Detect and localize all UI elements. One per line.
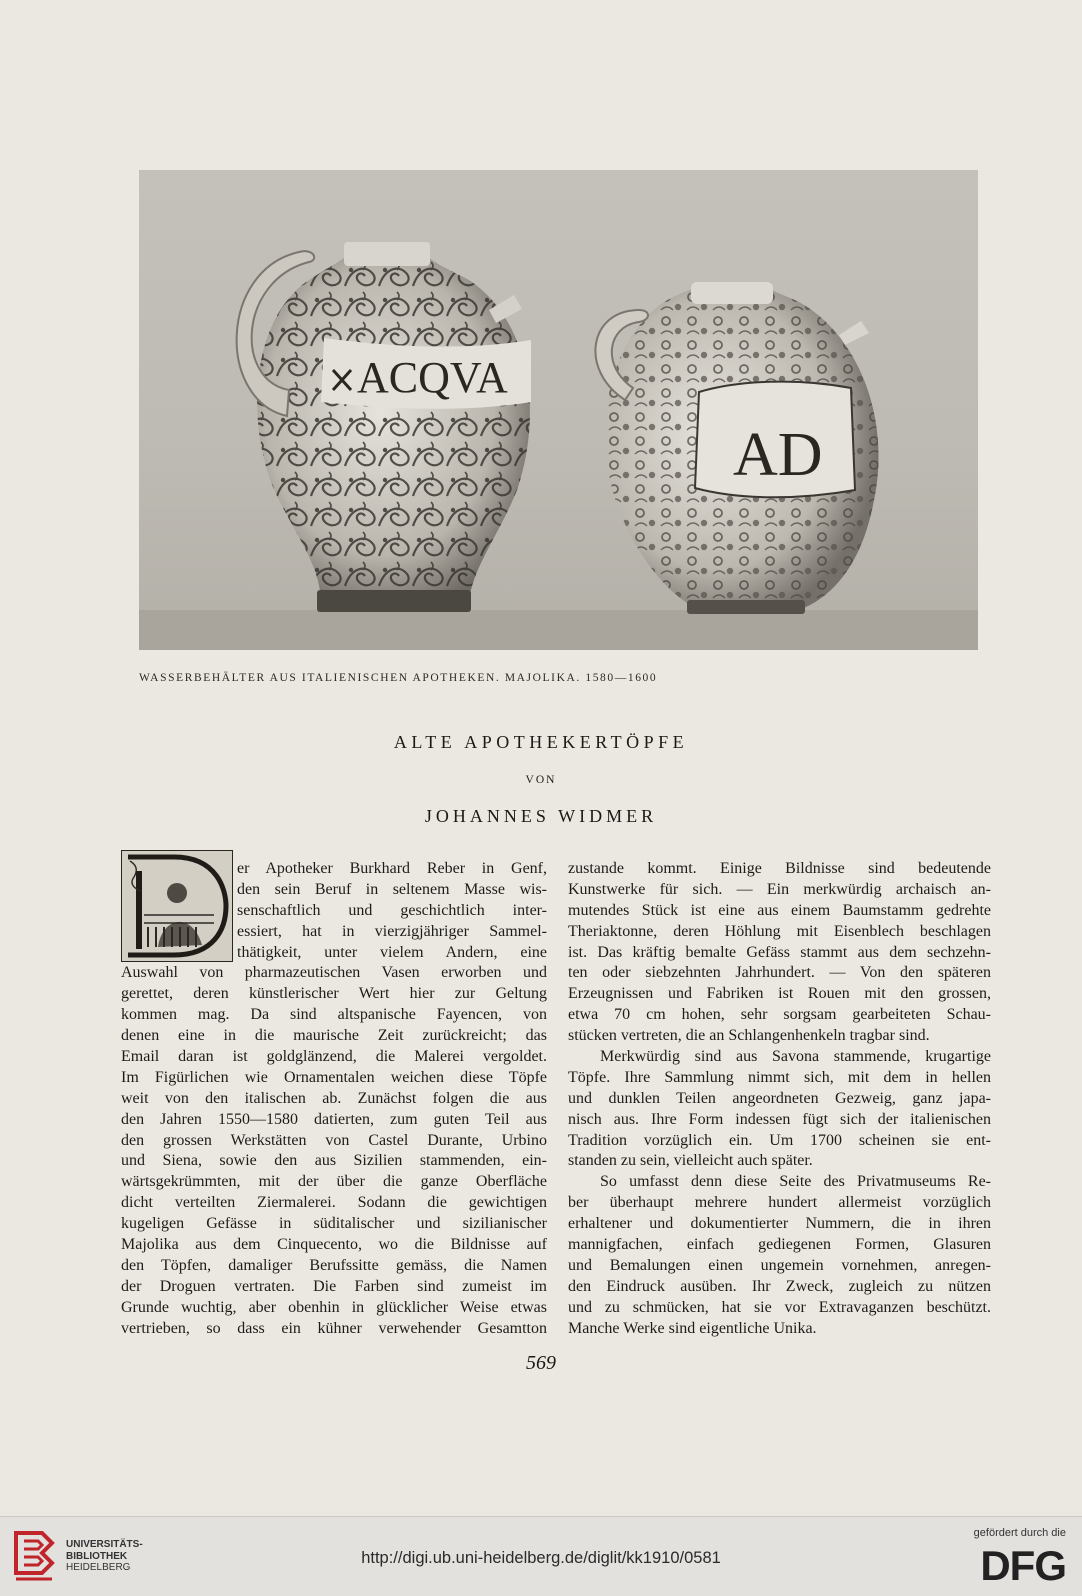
paragraph-line: den sein Beruf in seltenem Masse wis- xyxy=(237,880,547,898)
paragraph-line: dicht verteilten Ziermalerei. Sodann die gewichtigen xyxy=(121,1194,547,1212)
text-column-right xyxy=(568,859,991,1339)
paragraph-line: wärtsgekrümmten, mit der über die ganze Oberfläche xyxy=(121,1173,547,1191)
paragraph-line: nisch aus. Ihre Form indessen fügt sich der italienischen xyxy=(568,1110,991,1128)
dfg-logo[interactable]: DFG xyxy=(980,1542,1066,1589)
paragraph-line: essiert, hat in vierzigjähriger Sammel- xyxy=(237,922,547,940)
paragraph-line: der Droguen vertraten. Die Farben sind zumeist im xyxy=(121,1277,547,1295)
paragraph-line: Erzeugnissen und Fabriken ist Rouen mit den grossen, xyxy=(568,985,991,1003)
paragraph-line: Kunstwerke für sich. — Ein merkwürdig archaisch an- xyxy=(568,880,991,898)
paragraph-line: Majolika aus dem Cinquecento, wo die Bildnisse auf xyxy=(121,1236,547,1254)
paragraph-line: und Bemalungen einen ungemein vornehmen, anregen- xyxy=(568,1256,991,1274)
paragraph-line: ist. Das kräftig bemalte Gefäss stammt aus dem sechzehn- xyxy=(568,943,991,961)
paragraph-line: thätigkeit, unter vielem Andern, eine xyxy=(237,943,547,961)
paragraph-line: ber überhaupt mehrere hundert allermeist vorzüglich xyxy=(568,1194,991,1212)
paragraph-line: denen eine in die maurische Zeit zurückreicht; das xyxy=(121,1027,547,1045)
paragraph-line: Email daran ist goldglänzend, die Malerei vergoldet. xyxy=(121,1048,547,1066)
paragraph-line: und zu schmücken, hat sie vor Extravaganzen beschützt. xyxy=(568,1298,991,1316)
paragraph-line: standen zu sein, vielleicht auch später. xyxy=(568,1152,813,1170)
paragraph-line: zustande kommt. Einige Bildnisse sind bedeutende xyxy=(568,860,991,877)
article-byline-von: VON xyxy=(525,774,557,786)
figure-caption: WASSERBEHÄLTER AUS ITALIENISCHEN APOTHEKEN. MAJOLIKA. 1580—1600 xyxy=(139,672,658,684)
paragraph-line: So umfasst denn diese Seite des Privatmuseums Re- xyxy=(600,1173,991,1191)
paragraph-line: etwa 70 cm hohen, sehr sorgsam gearbeiteten Schau- xyxy=(568,1006,991,1024)
paragraph-line: den Eindruck ausüben. Ihr Zweck, zugleich zu nützen xyxy=(568,1277,991,1295)
photo-two-majolica-jars xyxy=(139,170,978,650)
paragraph-line: weit von den italischen ab. Zunächst folgen die aus xyxy=(121,1089,547,1107)
source-url-link[interactable]: http://digi.ub.uni-heidelberg.de/diglit/kk1910/0581 xyxy=(361,1549,721,1567)
paragraph-line: Im Figürlichen wie Ornamentalen weichen diese Töpfe xyxy=(121,1068,547,1086)
paragraph-line: mutendes Stück ist eine aus einem Baumstamm gedrehte xyxy=(568,901,991,919)
paragraph-line: Tradition vorzüglich ein. Um 1700 scheinen sie ent- xyxy=(568,1131,991,1149)
library-name-line: BIBLIOTHEK xyxy=(66,1550,128,1562)
article-title: ALTE APOTHEKERTÖPFE xyxy=(393,732,689,752)
paragraph-line: Grunde wuchtig, aber obenhin in glücklicher Weise etwas xyxy=(121,1298,547,1316)
paragraph-line: stücken vertreten, die an Schlangenhenkeln tragbar sind. xyxy=(568,1027,930,1045)
library-name-line: HEIDELBERG xyxy=(66,1562,131,1573)
paragraph-line: den Jahren 1550—1580 datierten, zum guten Teil aus xyxy=(121,1110,547,1128)
paragraph-line: vertrieben, so dass ein kühner verwehender Gesamtton xyxy=(121,1319,547,1337)
paragraph-line: und dunklen Teilen angeordneten Gezweig, ganz japa- xyxy=(568,1089,991,1107)
paragraph-line: er Apotheker Burkhard Reber in Genf, xyxy=(237,860,547,877)
right-jar-inscription: AD xyxy=(733,421,823,489)
paragraph-line: kugeligen Gefässe in süditalischer und sizilianischer xyxy=(121,1215,547,1233)
paragraph-line: und Siena, sowie den aus Sizilien stammenden, ein- xyxy=(121,1152,547,1170)
paragraph-line: mannigfachen, einfach gediegenen Formen, Glasuren xyxy=(568,1236,991,1254)
left-jar-inscription: ACQVA xyxy=(357,353,508,402)
paragraph-line: Manche Werke sind eigentliche Unika. xyxy=(568,1319,817,1337)
paragraph-line: ten oder siebzehnten Jahrhundert. — Von den späteren xyxy=(568,964,991,982)
digital-library-footer xyxy=(0,1516,1082,1596)
paragraph-line: den Töpfen, damaliger Berufssitte gemäss, die Namen xyxy=(121,1256,547,1274)
paragraph-line: Theriaktonne, deren Höhlung mit Eisenblech beschlagen xyxy=(568,922,991,940)
paragraph-line: gerettet, deren künstlerischer Wert hier zur Geltung xyxy=(121,985,547,1003)
left-jar-image xyxy=(237,242,531,612)
paragraph-line: kommen mag. Da sind altspanische Fayencen, von xyxy=(121,1006,547,1024)
paragraph-line: erhaltener und dokumentierter Nummern, die in ihren xyxy=(568,1215,991,1233)
library-name-line: UNIVERSITÄTS- xyxy=(66,1539,143,1550)
paragraph-line: Auswahl von pharmazeutischen Vasen erworben und xyxy=(121,964,547,982)
right-jar-image xyxy=(595,282,878,614)
paragraph-line: senschaftlich und geschichtlich inter- xyxy=(237,901,547,919)
paragraph-line: Merkwürdig sind aus Savona stammende, krugartige xyxy=(600,1048,991,1066)
text-column-left xyxy=(121,859,547,1339)
article-author: JOHANNES WIDMER xyxy=(424,806,658,826)
paragraph-line: den grossen Werkstätten von Castel Durante, Urbino xyxy=(121,1131,547,1149)
funding-label: gefördert durch die xyxy=(973,1527,1066,1539)
page-number: 569 xyxy=(526,1352,556,1374)
paragraph-line: Töpfe. Ihre Sammlung nimmt sich, mit dem in hellen xyxy=(568,1068,991,1086)
